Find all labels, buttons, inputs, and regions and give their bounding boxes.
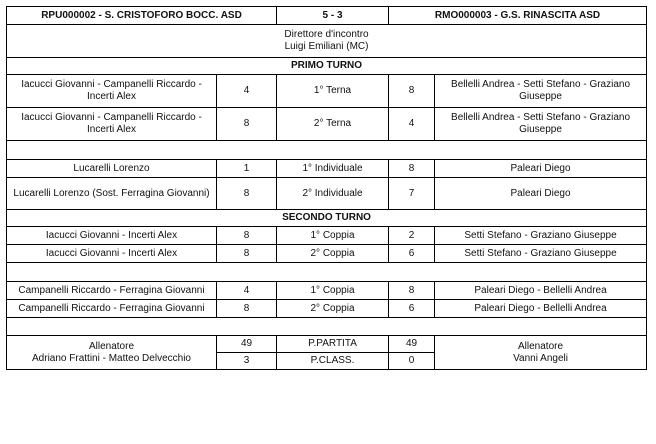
turn-title: SECONDO TURNO: [7, 210, 647, 227]
game-name: 2° Coppia: [277, 300, 389, 318]
away-score: 6: [389, 300, 435, 318]
turn-title-row: [7, 58, 647, 75]
away-score: 8: [389, 75, 435, 108]
home-coach-name: Adriano Frattini - Matteo Delvecchio: [32, 352, 191, 364]
director-cell: [7, 25, 647, 58]
game-name: 2° Terna: [277, 108, 389, 141]
game-row: [7, 160, 647, 178]
home-score: 8: [217, 245, 277, 263]
spacer: [7, 263, 647, 282]
director-label: Direttore d'incontro: [284, 29, 369, 40]
partita-home: 49: [217, 336, 277, 353]
final-score: 5 - 3: [277, 7, 389, 25]
game-row: [7, 75, 647, 108]
game-name: 1° Coppia: [277, 282, 389, 300]
class-home: 3: [217, 353, 277, 370]
game-row: [7, 300, 647, 318]
away-score: 8: [389, 282, 435, 300]
away-players: Paleari Diego - Bellelli Andrea: [435, 300, 647, 318]
home-score: 8: [217, 227, 277, 245]
game-name: 1° Terna: [277, 75, 389, 108]
away-team: RMO000003 - G.S. RINASCITA ASD: [389, 7, 647, 25]
away-coach-label: Allenatore: [518, 340, 564, 352]
home-score: 8: [217, 300, 277, 318]
home-players: Lucarelli Lorenzo (Sost. Ferragina Giovanni): [7, 178, 217, 210]
footer-row-partita: [7, 336, 647, 353]
header-row: [7, 7, 647, 25]
spacer-row: [7, 263, 647, 282]
class-away: 0: [389, 353, 435, 370]
away-coach-name: Vanni Angeli: [513, 352, 568, 364]
spacer: [7, 141, 647, 160]
home-players: Lucarelli Lorenzo: [7, 160, 217, 178]
class-label: P.CLASS.: [277, 353, 389, 370]
away-players: Bellelli Andrea - Setti Stefano - Graziano Giuseppe: [435, 75, 647, 108]
partita-away: 49: [389, 336, 435, 353]
away-score: 8: [389, 160, 435, 178]
home-players: Iacucci Giovanni - Campanelli Riccardo - Incerti Alex: [7, 108, 217, 141]
spacer: [7, 318, 647, 336]
away-players: Setti Stefano - Graziano Giuseppe: [435, 245, 647, 263]
away-score: 6: [389, 245, 435, 263]
home-score: 8: [217, 178, 277, 210]
home-players: Iacucci Giovanni - Incerti Alex: [7, 245, 217, 263]
game-name: 1° Coppia: [277, 227, 389, 245]
turn-title: PRIMO TURNO: [7, 58, 647, 75]
game-row: [7, 178, 647, 210]
spacer-row: [7, 318, 647, 336]
away-players: Paleari Diego - Bellelli Andrea: [435, 282, 647, 300]
home-score: 4: [217, 282, 277, 300]
director-row: [7, 25, 647, 58]
away-players: Bellelli Andrea - Setti Stefano - Graziano Giuseppe: [435, 108, 647, 141]
home-players: Campanelli Riccardo - Ferragina Giovanni: [7, 300, 217, 318]
away-score: 4: [389, 108, 435, 141]
home-score: 8: [217, 108, 277, 141]
away-score: 7: [389, 178, 435, 210]
home-score: 1: [217, 160, 277, 178]
partita-label: P.PARTITA: [277, 336, 389, 353]
spacer-row: [7, 141, 647, 160]
game-row: [7, 108, 647, 141]
game-row: [7, 245, 647, 263]
away-players: Setti Stefano - Graziano Giuseppe: [435, 227, 647, 245]
home-players: Iacucci Giovanni - Campanelli Riccardo - Incerti Alex: [7, 75, 217, 108]
home-team: RPU000002 - S. CRISTOFORO BOCC. ASD: [7, 7, 277, 25]
game-row: [7, 282, 647, 300]
game-name: 1° Individuale: [277, 160, 389, 178]
away-players: Paleari Diego: [435, 178, 647, 210]
home-players: Campanelli Riccardo - Ferragina Giovanni: [7, 282, 217, 300]
away-players: Paleari Diego: [435, 160, 647, 178]
away-coach-cell: [435, 336, 647, 370]
game-row: [7, 227, 647, 245]
director-name: Luigi Emiliani (MC): [284, 41, 369, 52]
game-name: 2° Individuale: [277, 178, 389, 210]
turn-title-row: [7, 210, 647, 227]
home-coach-cell: [7, 336, 217, 370]
home-coach-label: Allenatore: [88, 340, 135, 352]
away-score: 2: [389, 227, 435, 245]
game-name: 2° Coppia: [277, 245, 389, 263]
home-players: Iacucci Giovanni - Incerti Alex: [7, 227, 217, 245]
match-sheet: [6, 6, 647, 370]
home-score: 4: [217, 75, 277, 108]
